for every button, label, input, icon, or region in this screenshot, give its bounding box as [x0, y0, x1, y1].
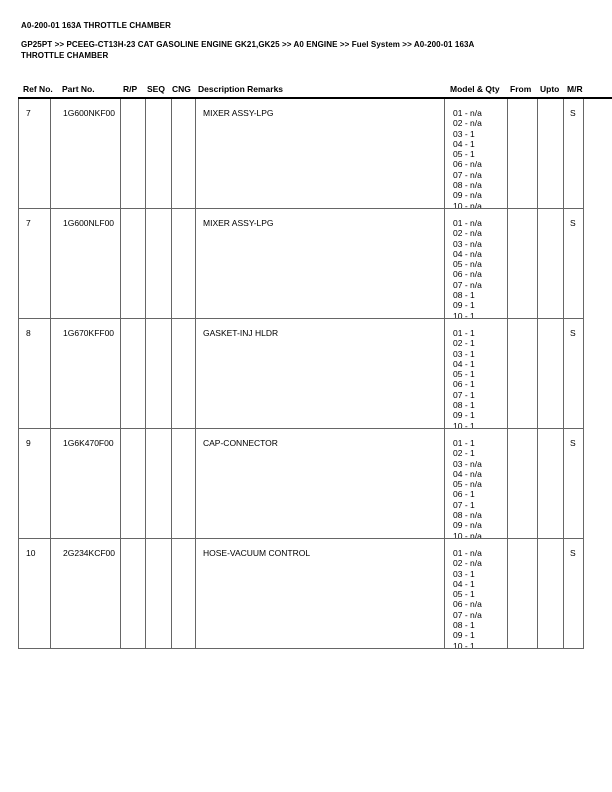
- model-qty-line: 05 - 1: [453, 369, 475, 380]
- column-header-seq: SEQ: [147, 84, 165, 94]
- table-header-row: [18, 84, 583, 94]
- model-qty-line: 05 - n/a: [453, 259, 482, 270]
- table-row: [19, 319, 584, 429]
- seq-cell: [146, 209, 172, 318]
- model-qty-line: 10 - 1: [453, 420, 475, 428]
- model-qty-line: 07 - 1: [453, 389, 475, 400]
- table-row: [19, 429, 584, 539]
- mr-cell: S: [564, 539, 584, 648]
- ref-no-cell: 10: [19, 539, 51, 648]
- model-qty-line: 06 - n/a: [453, 599, 482, 610]
- model-qty-line: 01 - 1: [453, 438, 475, 448]
- model-qty-line: 01 - 1: [453, 328, 475, 338]
- model-qty-line: 10 - 1: [453, 310, 475, 318]
- seq-cell: [146, 99, 172, 208]
- parts-table: [18, 99, 584, 649]
- page-title: A0-200-01 163A THROTTLE CHAMBER: [21, 21, 171, 30]
- model-qty-line: 05 - 1: [453, 149, 475, 160]
- model-qty-line: 08 - n/a: [453, 510, 482, 521]
- model-qty-cell: [445, 539, 508, 648]
- model-qty-line: 07 - n/a: [453, 279, 482, 290]
- description-cell: HOSE-VACUUM CONTROL: [196, 539, 445, 648]
- description-cell: CAP-CONNECTOR: [196, 429, 445, 538]
- model-qty-line: 06 - n/a: [453, 269, 482, 280]
- cng-cell: [172, 99, 196, 208]
- table-row: [19, 209, 584, 319]
- table-row: [19, 539, 584, 649]
- column-header-from: From: [510, 84, 532, 94]
- rp-cell: [121, 319, 146, 428]
- from-cell: [508, 209, 538, 318]
- model-qty-line: 02 - n/a: [453, 118, 482, 129]
- model-qty-line: 10 - n/a: [453, 200, 482, 208]
- model-qty-line: 07 - n/a: [453, 609, 482, 620]
- model-qty-line: 09 - 1: [453, 630, 475, 641]
- cng-cell: [172, 539, 196, 648]
- model-qty-line: 06 - n/a: [453, 159, 482, 170]
- model-qty-line: 08 - n/a: [453, 180, 482, 191]
- breadcrumb: GP25PT >> PCEEG-CT13H-23 CAT GASOLINE ENGINE GK21,GK25 >> A0 ENGINE >> Fuel System >> A0-200-01 163A THROTTLE CHAMBER: [21, 40, 475, 60]
- model-qty-line: 08 - 1: [453, 290, 475, 301]
- from-cell: [508, 319, 538, 428]
- model-qty-line: 02 - 1: [453, 448, 475, 459]
- model-qty-line: 09 - n/a: [453, 520, 482, 531]
- model-qty-line: 06 - 1: [453, 489, 475, 500]
- cng-cell: [172, 429, 196, 538]
- model-qty-line: 04 - 1: [453, 358, 475, 369]
- ref-no-cell: 8: [19, 319, 51, 428]
- seq-cell: [146, 539, 172, 648]
- upto-cell: [538, 209, 564, 318]
- model-qty-line: 08 - 1: [453, 620, 475, 631]
- model-qty-line: 09 - 1: [453, 410, 475, 421]
- mr-cell: S: [564, 319, 584, 428]
- model-qty-line: 03 - 1: [453, 348, 475, 359]
- model-qty-line: 01 - n/a: [453, 218, 482, 228]
- model-qty-cell: [445, 99, 508, 208]
- from-cell: [508, 99, 538, 208]
- column-header-description: Description Remarks: [198, 84, 284, 94]
- part-no-cell: 1G670KFF00: [51, 319, 121, 428]
- model-qty-line: 03 - 1: [453, 568, 475, 579]
- rp-cell: [121, 99, 146, 208]
- from-cell: [508, 539, 538, 648]
- model-qty-line: 02 - n/a: [453, 558, 482, 569]
- part-no-cell: 1G600NKF00: [51, 99, 121, 208]
- model-qty-line: 04 - n/a: [453, 468, 482, 479]
- part-no-cell: 2G234KCF00: [51, 539, 121, 648]
- mr-cell: S: [564, 429, 584, 538]
- model-qty-line: 07 - n/a: [453, 169, 482, 180]
- cng-cell: [172, 209, 196, 318]
- description-cell: GASKET-INJ HLDR: [196, 319, 445, 428]
- model-qty-line: 03 - n/a: [453, 458, 482, 469]
- ref-no-cell: 9: [19, 429, 51, 538]
- upto-cell: [538, 539, 564, 648]
- model-qty-cell: [445, 319, 508, 428]
- rp-cell: [121, 539, 146, 648]
- cng-cell: [172, 319, 196, 428]
- description-cell: MIXER ASSY-LPG: [196, 209, 445, 318]
- column-header-upto: Upto: [540, 84, 560, 94]
- model-qty-line: 04 - 1: [453, 578, 475, 589]
- column-header-ref-no: Ref No.: [23, 84, 53, 94]
- model-qty-line: 10 - n/a: [453, 530, 482, 538]
- model-qty-line: 04 - 1: [453, 138, 475, 149]
- column-header-model-qty: Model & Qty: [450, 84, 500, 94]
- seq-cell: [146, 429, 172, 538]
- model-qty-line: 05 - 1: [453, 589, 475, 600]
- model-qty-line: 09 - n/a: [453, 190, 482, 201]
- model-qty-line: 03 - 1: [453, 128, 475, 139]
- ref-no-cell: 7: [19, 99, 51, 208]
- model-qty-line: 01 - n/a: [453, 108, 482, 118]
- column-header-part-no: Part No.: [62, 84, 95, 94]
- model-qty-line: 06 - 1: [453, 379, 475, 390]
- part-no-cell: 1G6K470F00: [51, 429, 121, 538]
- table-row: [19, 99, 584, 209]
- model-qty-cell: [445, 209, 508, 318]
- model-qty-line: 02 - 1: [453, 338, 475, 349]
- rp-cell: [121, 209, 146, 318]
- rp-cell: [121, 429, 146, 538]
- from-cell: [508, 429, 538, 538]
- model-qty-line: 05 - n/a: [453, 479, 482, 490]
- upto-cell: [538, 429, 564, 538]
- mr-cell: S: [564, 99, 584, 208]
- part-no-cell: 1G600NLF00: [51, 209, 121, 318]
- column-header-mr: M/R: [567, 84, 583, 94]
- model-qty-line: 04 - n/a: [453, 248, 482, 259]
- upto-cell: [538, 319, 564, 428]
- seq-cell: [146, 319, 172, 428]
- model-qty-line: 08 - 1: [453, 400, 475, 411]
- ref-no-cell: 7: [19, 209, 51, 318]
- column-header-cng: CNG: [172, 84, 191, 94]
- model-qty-line: 03 - n/a: [453, 238, 482, 249]
- model-qty-line: 07 - 1: [453, 499, 475, 510]
- upto-cell: [538, 99, 564, 208]
- mr-cell: S: [564, 209, 584, 318]
- model-qty-line: 10 - 1: [453, 640, 475, 648]
- model-qty-line: 01 - n/a: [453, 548, 482, 558]
- description-cell: MIXER ASSY-LPG: [196, 99, 445, 208]
- model-qty-line: 09 - 1: [453, 300, 475, 311]
- model-qty-line: 02 - n/a: [453, 228, 482, 239]
- column-header-rp: R/P: [123, 84, 138, 94]
- model-qty-cell: [445, 429, 508, 538]
